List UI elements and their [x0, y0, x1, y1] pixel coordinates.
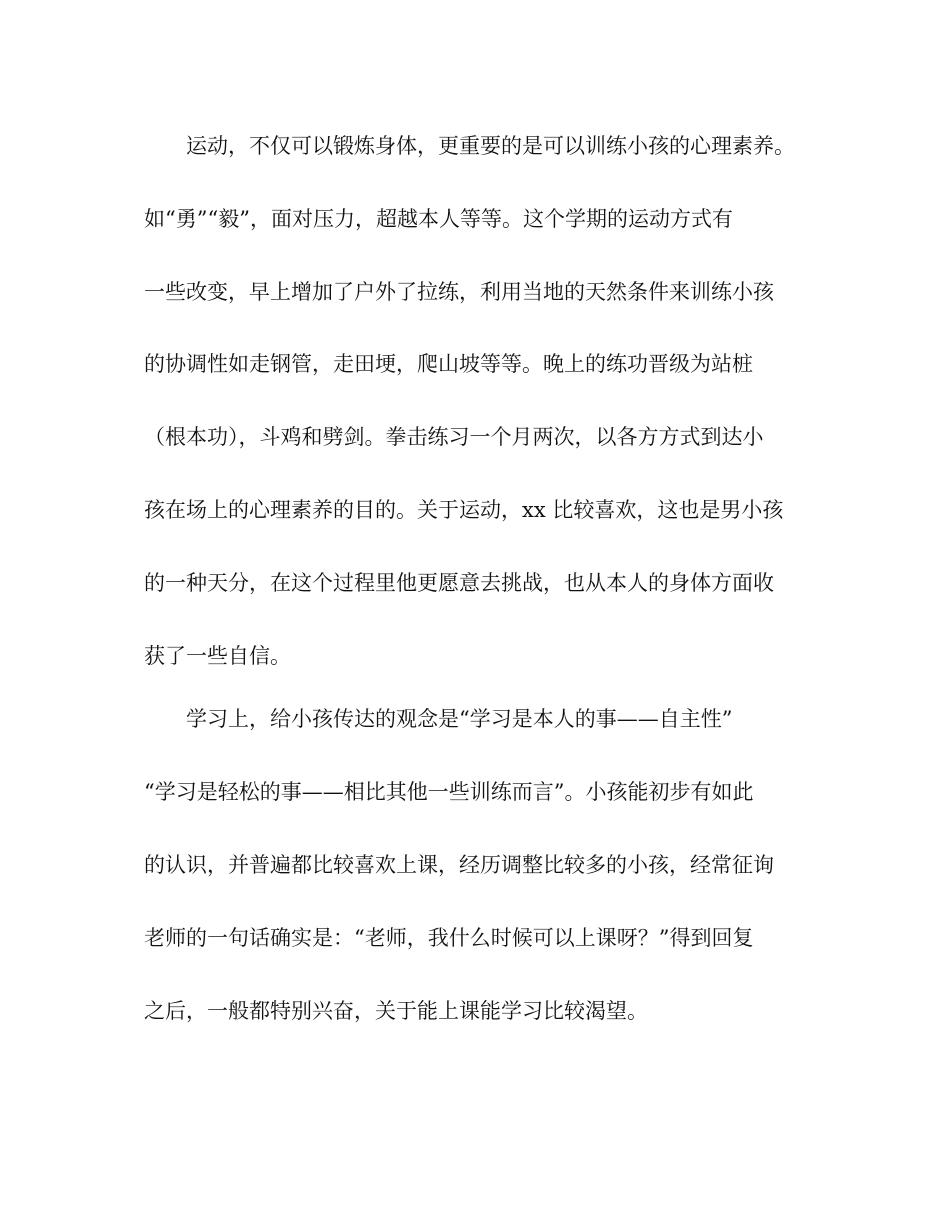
- paragraph-line: “学习是轻松的事——相比其他一些训练而言”。小孩能初步有如此: [144, 780, 754, 804]
- paragraph-line: 老师的一句话确实是：“老师，我什么时候可以上课呀？”得到回复: [144, 926, 754, 950]
- paragraph-line: 如“勇”“毅”，面对压力，超越本人等等。这个学期的运动方式有: [144, 207, 733, 231]
- paragraph-line: 的一种天分，在这个过程里他更愿意去挑战，也从本人的身体方面收: [144, 571, 774, 595]
- paragraph-line: 孩在场上的心理素养的目的。关于运动，xx 比较喜欢，这也是男小孩: [144, 498, 784, 522]
- paragraph-line: 的认识，并普遍都比较喜欢上课，经历调整比较多的小孩，经常征询: [144, 853, 774, 877]
- paragraph-line: （根本功），斗鸡和劈剑。拳击练习一个月两次，以各方方式到达小: [144, 425, 764, 449]
- paragraph-line: 的协调性如走钢管，走田埂，爬山坡等等。晚上的练功晋级为站桩: [144, 352, 753, 376]
- paragraph-line: 获了一些自信。: [144, 644, 291, 668]
- paragraph-line: 一些改变，早上增加了户外了拉练，利用当地的天然条件来训练小孩: [144, 280, 774, 304]
- paragraph-line: 学习上，给小孩传达的观念是“学习是本人的事——自主性”: [186, 707, 733, 731]
- paragraph-line: 之后，一般都特别兴奋，关于能上课能学习比较渴望。: [144, 999, 648, 1023]
- paragraph-line: 运动，不仅可以锻炼身体，更重要的是可以训练小孩的心理素养。: [186, 134, 795, 158]
